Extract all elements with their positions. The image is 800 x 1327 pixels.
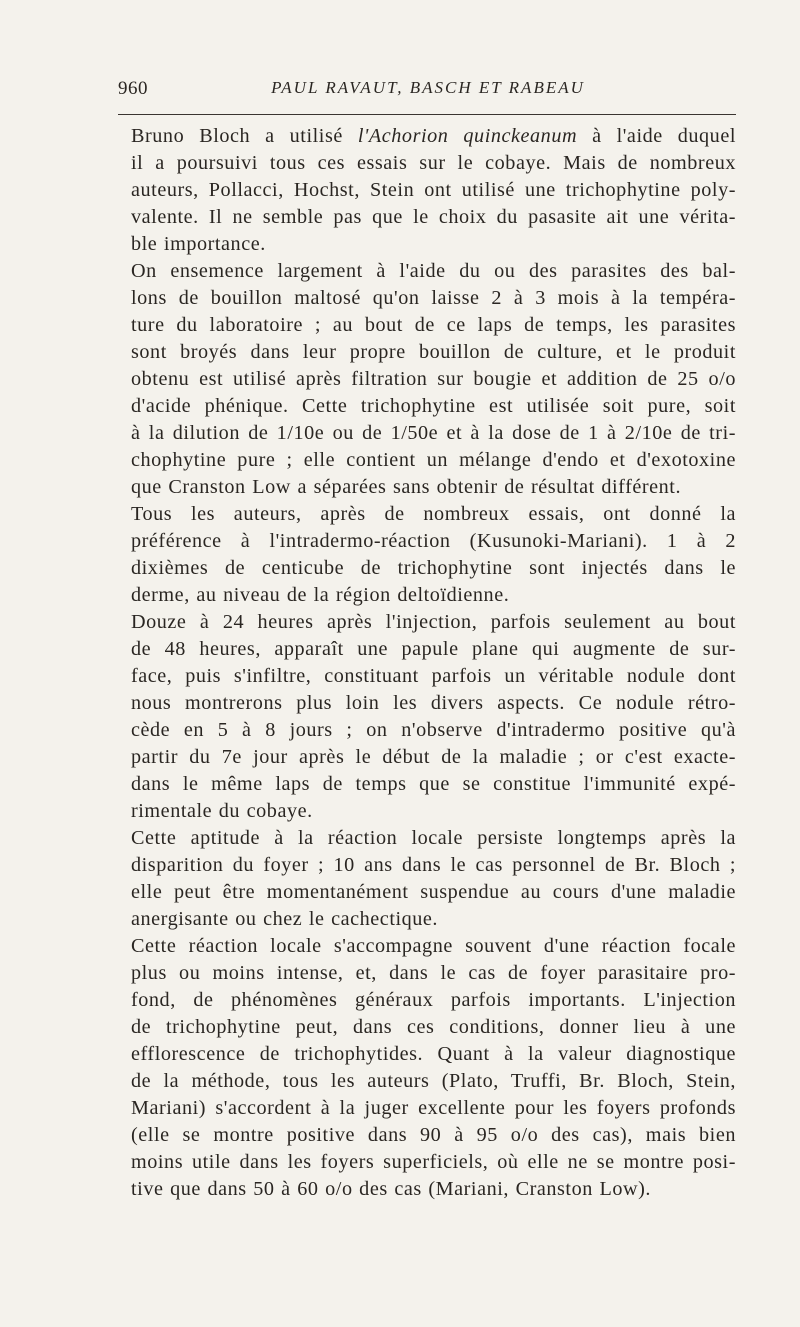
text-line: face, puis s'infiltre, constituant parfois un véritable nodule dont (131, 665, 736, 687)
text-line: plus ou moins intense, et, dans le cas de foyer parasitaire pro- (131, 962, 736, 984)
text-line: que Cranston Low a séparées sans obtenir de résultat différent. (131, 476, 682, 498)
text-line: derme, au niveau de la région deltoïdienne. (131, 584, 510, 606)
italic-term: l'Achorion quinckeanum (357, 125, 578, 147)
text-line: Cette réaction locale s'accompagne souvent d'une réaction focale (131, 935, 736, 957)
text-line: obtenu est utilisé après filtration sur bougie et addition de 25 o/o (131, 368, 736, 390)
text-line: de 48 heures, apparaît une papule plane qui augmente de sur- (131, 638, 736, 660)
paragraph (118, 501, 736, 609)
text-line: dixièmes de centicube de trichophytine sont injectés dans le (131, 557, 736, 579)
text-line: lons de bouillon maltosé qu'on laisse 2 à 3 mois à la tempéra- (131, 287, 736, 309)
text-line: disparition du foyer ; 10 ans dans le cas personnel de Br. Bloch ; (131, 854, 736, 876)
paragraph (118, 825, 736, 933)
text-line: valente. Il ne semble pas que le choix du pasasite ait une vérita- (131, 206, 736, 228)
text-line: ble importance. (131, 233, 266, 255)
text-line: d'acide phénique. Cette trichophytine est utilisée soit pure, soit (131, 395, 736, 417)
text-line: à la dilution de 1/10e ou de 1/50e et à la dose de 1 à 2/10e de tri- (131, 422, 736, 444)
text-line: (elle se montre positive dans 90 à 95 o/o des cas), mais bien (131, 1124, 736, 1146)
text-line: moins utile dans les foyers superficiels, où elle ne se montre posi- (131, 1151, 736, 1173)
text-line: préférence à l'intradermo-réaction (Kusunoki-Mariani). 1 à 2 (131, 530, 736, 552)
text-line: sont broyés dans leur propre bouillon de culture, et le produit (131, 341, 736, 363)
paragraph (118, 933, 736, 1203)
text-line: de la méthode, tous les auteurs (Plato, Truffi, Br. Bloch, Stein, (131, 1070, 736, 1092)
paragraph (118, 123, 736, 258)
text-line: cède en 5 à 8 jours ; on n'observe d'intradermo positive qu'à (131, 719, 736, 741)
header-rule (118, 114, 736, 115)
page-number: 960 (118, 78, 148, 99)
body-text (118, 123, 736, 1203)
text-line: de trichophytine peut, dans ces conditions, donner lieu à une (131, 1016, 736, 1038)
text-line: Tous les auteurs, après de nombreux essais, ont donné la (131, 503, 736, 525)
text-line: anergisante ou chez le cachectique. (131, 908, 439, 930)
text-line: auteurs, Pollacci, Hochst, Stein ont utilisé une trichophytine poly- (131, 179, 736, 201)
text-line: chophytine pure ; elle contient un mélange d'endo et d'exotoxine (131, 449, 736, 471)
text-line: elle peut être momentanément suspendue au cours d'une maladie (131, 881, 736, 903)
page-header (118, 72, 738, 108)
running-head: PAUL RAVAUT, BASCH ET RABEAU (271, 78, 585, 97)
text-line: Mariani) s'accordent à la juger excellente pour les foyers profonds (131, 1097, 736, 1119)
text-line: nous montrerons plus loin les divers aspects. Ce nodule rétro- (131, 692, 736, 714)
text-line: dans le même laps de temps que se constitue l'immunité expé- (131, 773, 736, 795)
paragraph (118, 609, 736, 825)
paragraph (118, 258, 736, 501)
text-line: il a poursuivi tous ces essais sur le cobaye. Mais de nombreux (131, 152, 736, 174)
text-line: ture du laboratoire ; au bout de ce laps de temps, les parasites (131, 314, 736, 336)
text-line: efflorescence de trichophytides. Quant à la valeur diagnostique (131, 1043, 736, 1065)
text-line: Cette aptitude à la réaction locale persiste longtemps après la (131, 827, 736, 849)
text-line: tive que dans 50 à 60 o/o des cas (Mariani, Cranston Low). (131, 1178, 651, 1200)
text-line: On ensemence largement à l'aide du ou des parasites des bal- (131, 260, 736, 282)
text-line: Bruno Bloch a utilisé l'Achorion quinckeanum à l'aide duquel (131, 125, 736, 147)
text-line: Douze à 24 heures après l'injection, parfois seulement au bout (131, 611, 736, 633)
text-line: fond, de phénomènes généraux parfois importants. L'injection (131, 989, 736, 1011)
text-line: rimentale du cobaye. (131, 800, 313, 822)
text-line: partir du 7e jour après le début de la maladie ; or c'est exacte- (131, 746, 736, 768)
